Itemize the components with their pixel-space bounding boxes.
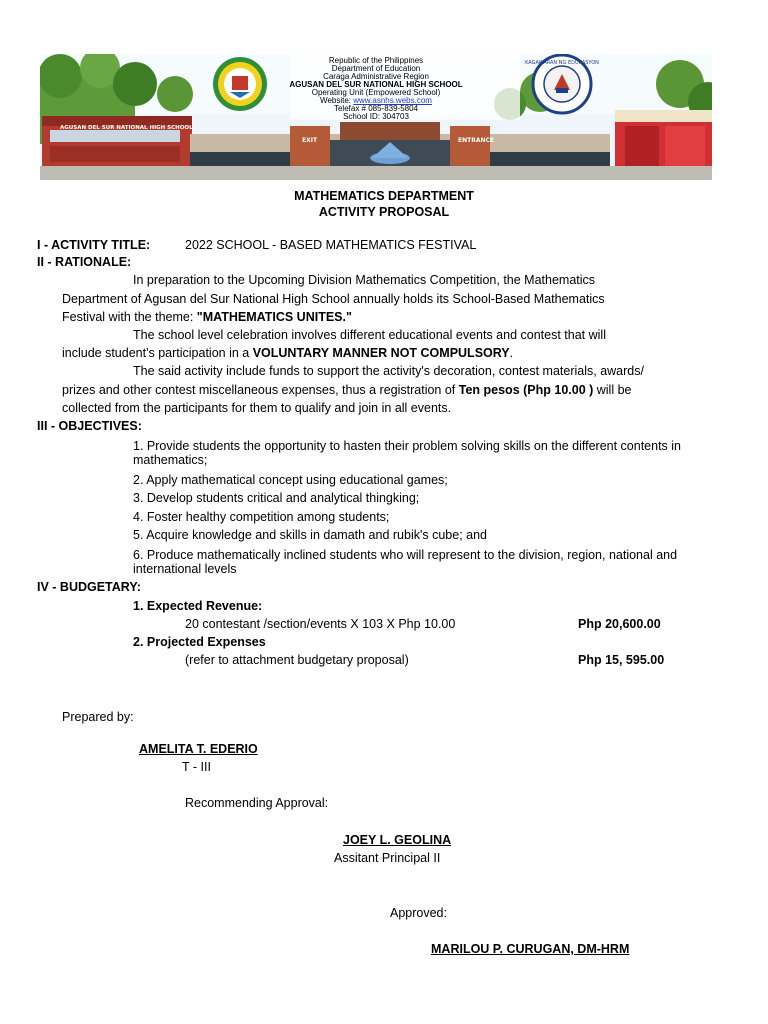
expected-revenue-detail: 20 contestant /section/events X 103 X Php 10.00 bbox=[185, 617, 456, 631]
objectives-label: III - OBJECTIVES: bbox=[37, 419, 142, 433]
header-school-name: AGUSAN DEL SUR NATIONAL HIGH SCHOOL bbox=[289, 80, 463, 89]
rationale-p2-end: . bbox=[509, 346, 514, 360]
rationale-p3-tail: will be bbox=[593, 383, 632, 397]
rationale-p1-line3 bbox=[62, 310, 352, 325]
projected-expenses-detail: (refer to attachment budgetary proposal) bbox=[185, 653, 409, 667]
header-line-region: Caraga Administrative Region bbox=[323, 72, 429, 81]
activity-title-label: I - ACTIVITY TITLE: bbox=[37, 238, 151, 252]
recommending-name: JOEY L. GEOLINA bbox=[343, 833, 452, 847]
rationale-p3-line3: collected from the participants for them to qualify and join in all events. bbox=[62, 401, 452, 415]
header-line-telefax: Telefax # 085-839-5804 bbox=[333, 104, 419, 113]
rationale-p1-line1: In preparation to the Upcoming Division Mathematics Competition, the Mathematics bbox=[133, 273, 596, 287]
objective-item: 1. Provide students the opportunity to hasten their problem solving skills on the different contents in mathematics; bbox=[133, 439, 682, 467]
rationale-theme-intro: Festival with the theme: bbox=[62, 310, 197, 324]
rationale-label: II - RATIONALE: bbox=[37, 255, 132, 269]
objective-item: 4. Foster healthy competition among students; bbox=[133, 510, 390, 524]
gate-entrance-text: ENTRANCE bbox=[458, 137, 494, 144]
rationale-p2-line1: The school level celebration involves different educational events and contest that will bbox=[133, 328, 606, 342]
objective-item: 5. Acquire knowledge and skills in damath and rubik's cube; and bbox=[133, 528, 487, 542]
department-title: MATHEMATICS DEPARTMENT bbox=[294, 189, 474, 203]
header-line-school-id: School ID: 304703 bbox=[343, 112, 409, 121]
objective-item: 3. Develop students critical and analytical thingking; bbox=[133, 491, 420, 505]
rationale-p3-line2 bbox=[62, 383, 632, 398]
rationale-p3-intro: prizes and other contest miscellaneous expenses, thus a registration of bbox=[62, 383, 459, 397]
approved-name: MARILOU P. CURUGAN, DM-HRM bbox=[431, 942, 630, 956]
activity-title-value: 2022 SCHOOL - BASED MATHEMATICS FESTIVAL bbox=[185, 238, 477, 252]
left-building-illustration bbox=[42, 116, 192, 166]
header-line-operating-unit: Operating Unit (Empowered School) bbox=[311, 88, 441, 97]
rationale-p3-line1: The said activity include funds to support the activity's decoration, contest materials, awards/ bbox=[133, 364, 644, 378]
objective-item: 6. Produce mathematically inclined students who will represent to the division, region, national and international levels bbox=[133, 548, 678, 576]
proposal-title: ACTIVITY PROPOSAL bbox=[318, 205, 450, 219]
prepared-by-title: T - III bbox=[182, 760, 211, 774]
rationale-voluntary-emphasis: VOLUNTARY MANNER NOT COMPULSORY bbox=[252, 346, 510, 360]
registration-fee: Ten pesos (Php 10.00 ) bbox=[458, 383, 594, 397]
objective-item: 2. Apply mathematical concept using educational games; bbox=[133, 473, 448, 487]
budgetary-label: IV - BUDGETARY: bbox=[37, 580, 141, 594]
header-website-link[interactable]: www.asnhs.webs.com bbox=[353, 96, 432, 105]
prepared-by-label: Prepared by: bbox=[62, 710, 134, 724]
recommending-approval-label: Recommending Approval: bbox=[185, 796, 329, 810]
deped-seal-text: KAGAWARAN NG EDUKASYON bbox=[525, 60, 599, 66]
rationale-p2-intro: include student's participation in a bbox=[62, 346, 253, 360]
rationale-theme: "MATHEMATICS UNITES." bbox=[196, 310, 352, 324]
recommending-title: Assitant Principal II bbox=[334, 851, 441, 865]
expected-revenue-amount: Php 20,600.00 bbox=[578, 617, 661, 631]
building-sign-text: AGUSAN DEL SUR NATIONAL HIGH SCHOOL bbox=[60, 125, 193, 131]
projected-expenses-amount: Php 15, 595.00 bbox=[578, 653, 665, 667]
header-line-deped: Department of Education bbox=[331, 64, 421, 73]
header-line-republic: Republic of the Philippines bbox=[328, 56, 424, 65]
prepared-by-name: AMELITA T. EDERIO bbox=[139, 742, 258, 756]
approved-label: Approved: bbox=[390, 906, 447, 920]
header-banner bbox=[40, 54, 712, 180]
rationale-p1-line2: Department of Agusan del Sur National High School annually holds its School-Based Mathematics bbox=[62, 292, 605, 306]
rationale-p2-line2 bbox=[62, 346, 513, 361]
header-website-label: Website: bbox=[320, 96, 352, 105]
expected-revenue-label: 1. Expected Revenue: bbox=[133, 599, 263, 613]
projected-expenses-label: 2. Projected Expenses bbox=[133, 635, 266, 649]
gate-exit-text: EXIT bbox=[302, 137, 318, 144]
